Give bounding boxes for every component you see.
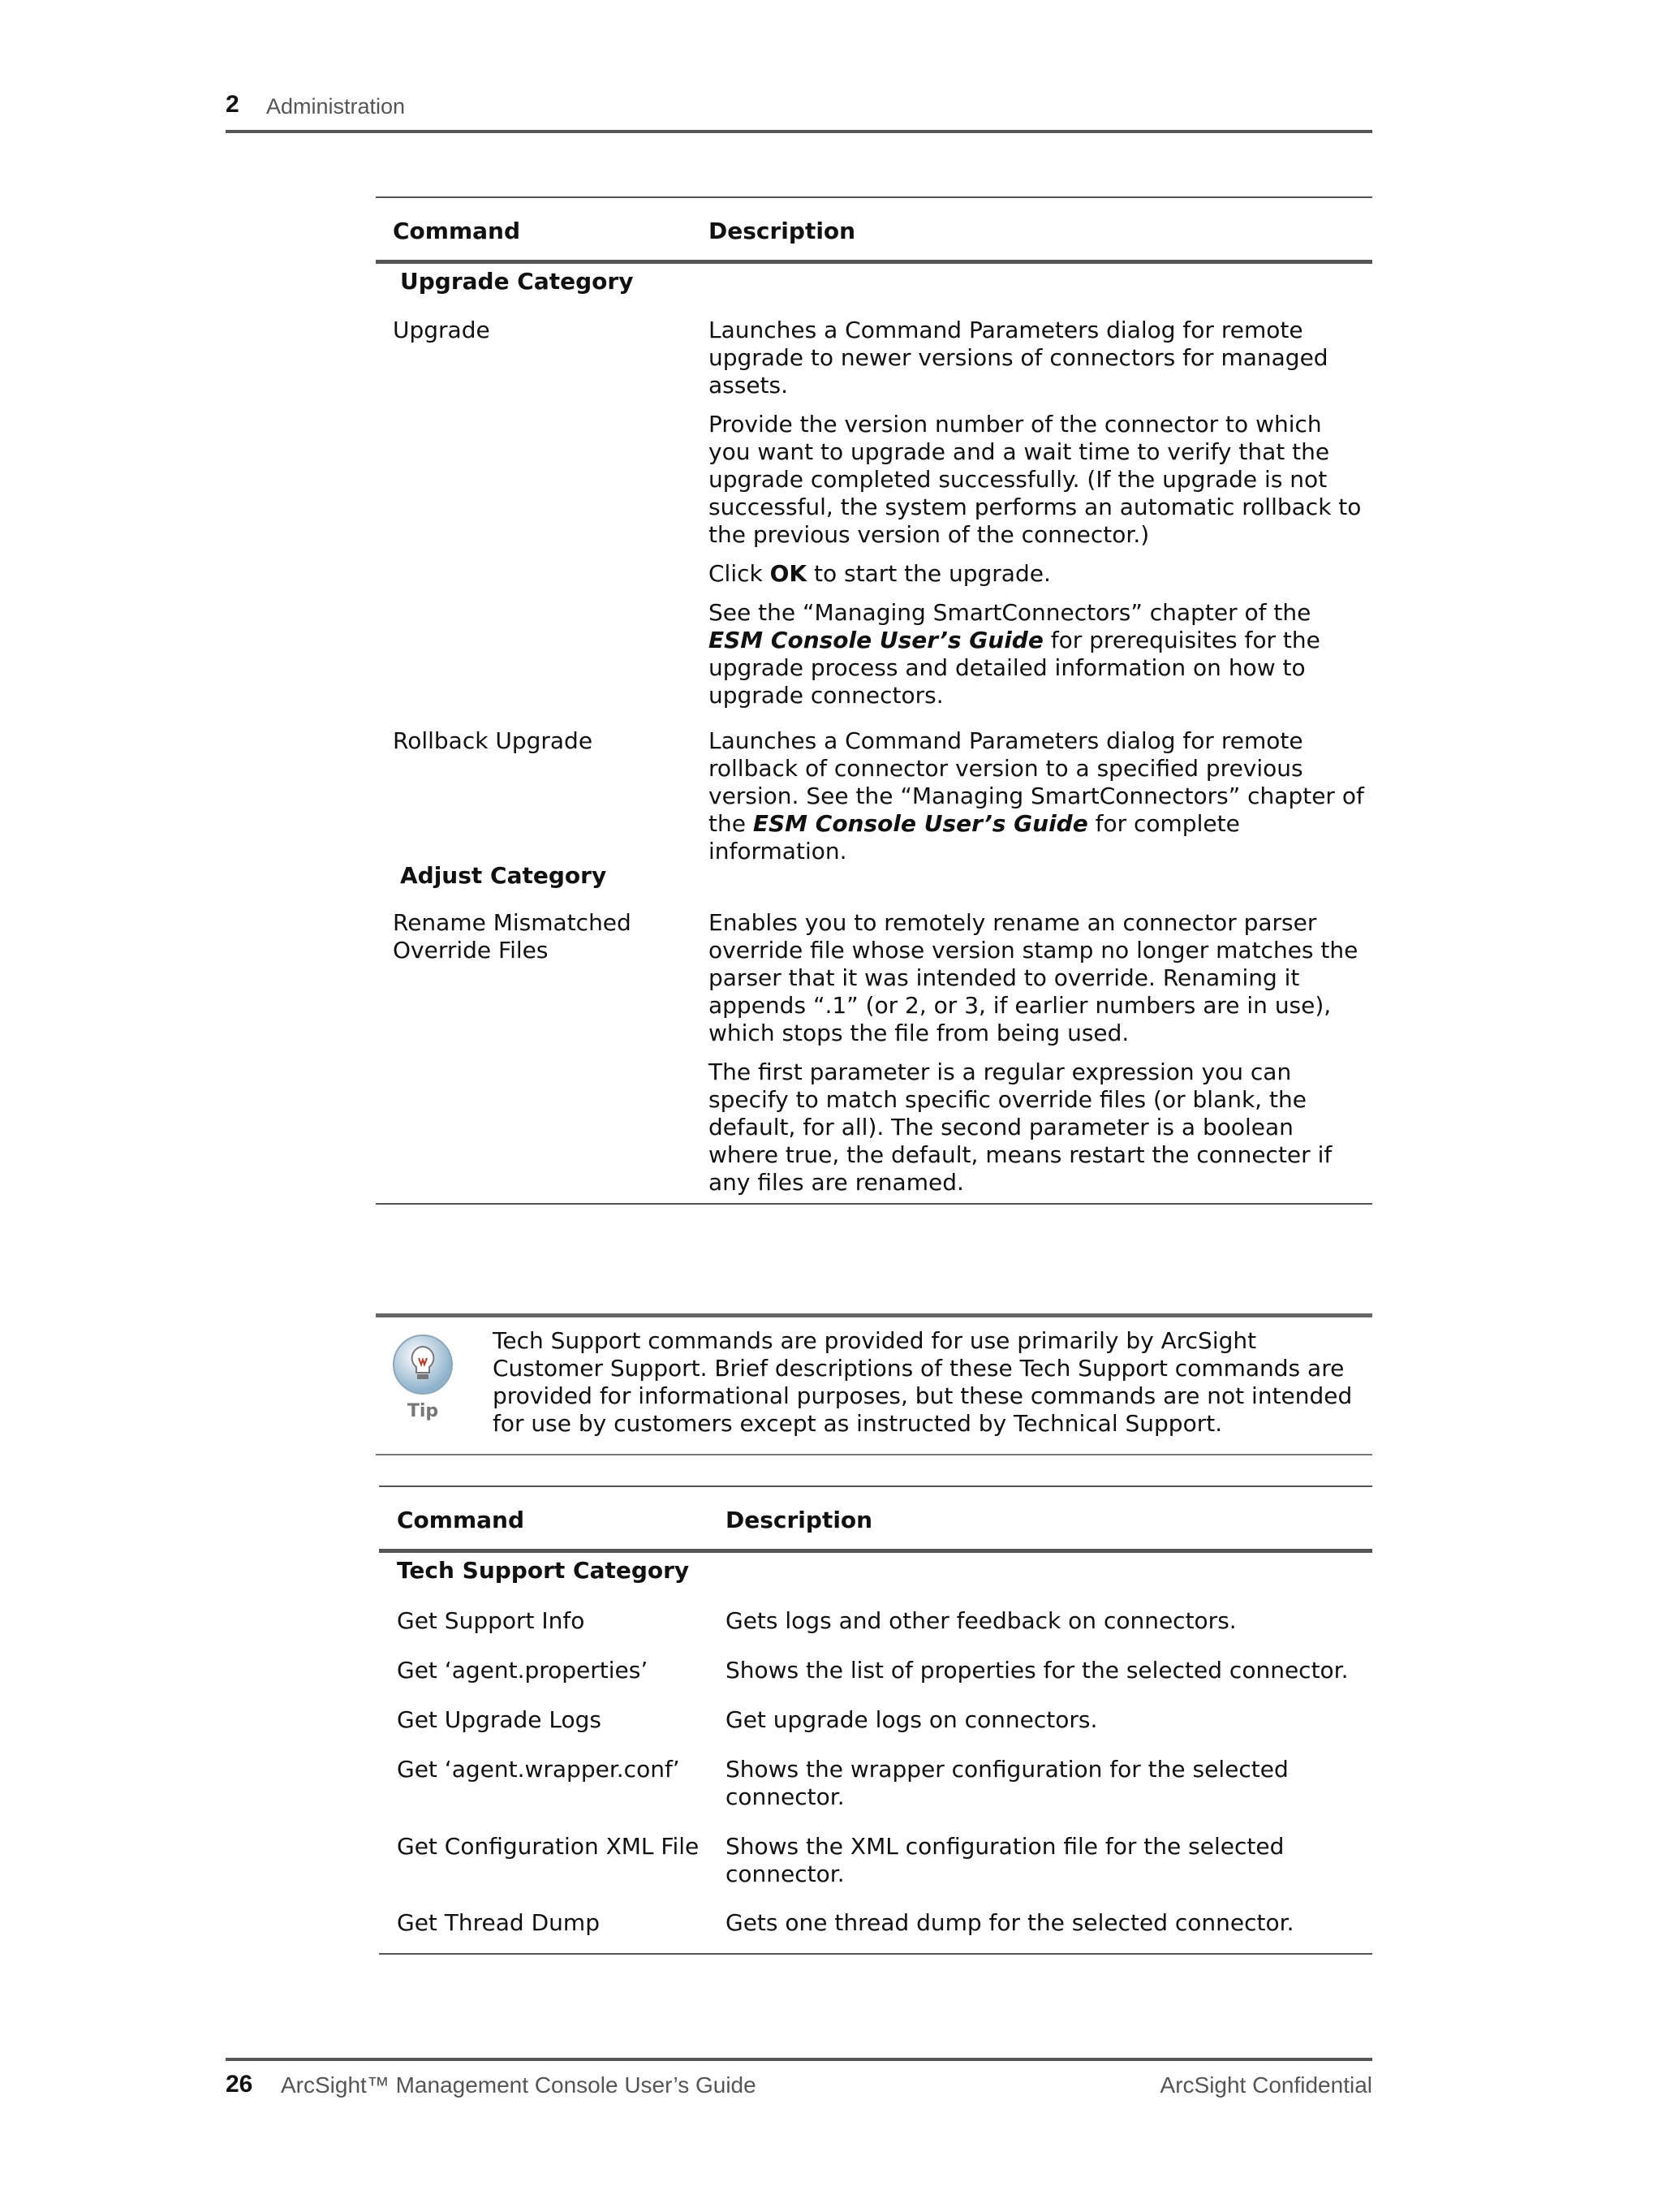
command-get-agent-wrapper-conf: Get ‘agent.wrapper.conf’ [397,1756,680,1783]
guide-title-emphasis: ESM Console User’s Guide [708,627,1044,653]
commands-table-upgrade-adjust [376,196,1372,1205]
description-get-thread-dump: Gets one thread dump for the selected connector. [726,1909,1294,1936]
tip-icon-label: Tip [407,1401,439,1421]
command-rollback-upgrade: Rollback Upgrade [393,727,593,754]
chapter-title: Administration [266,94,406,119]
description-paragraph: Click OK to start the upgrade. [708,560,1051,587]
description-paragraph: Provide the version number of the connector to which you want to upgrade and a wait time to verify that the upgrade completed successfully. (If the upgrade is not successful, the system performs an automatic rollback to the previous version of the connector.) [708,411,1362,548]
command-get-agent-properties: Get ‘agent.properties’ [397,1657,648,1684]
description-get-support-info: Gets logs and other feedback on connectors. [726,1607,1237,1634]
guide-title-emphasis: ESM Console User’s Guide [752,810,1088,837]
category-heading-upgrade: Upgrade Category [400,268,634,295]
tip-text: Tech Support commands are provided for use primarily by ArcSight Customer Support. Brief descriptions of these Tech Support commands are provided for informational purposes, but these commands are not intended for use by customers except as instructed by Technical Support. [493,1327,1353,1437]
description-paragraph: The first parameter is a regular expression you can specify to match specific override files (or blank, the default, for all). The second parameter is a boolean where true, the default, means restart the connecter if any files are renamed. [708,1059,1333,1196]
page-footer [226,2058,1372,2110]
description-rename-mismatched-override-files [708,909,1366,1197]
command-upgrade: Upgrade [393,317,490,343]
lightbulb-tip-icon [390,1334,455,1423]
book-title: ArcSight™ Management Console User’s Guide [281,2072,756,2098]
command-rename-mismatched-override-files: Rename Mismatched Override Files [393,909,631,964]
command-get-support-info: Get Support Info [397,1607,585,1634]
column-header-command: Command [397,1507,525,1533]
description-upgrade [708,317,1366,709]
command-get-configuration-xml-file: Get Configuration XML File [397,1833,700,1860]
description-paragraph: See the “Managing SmartConnectors” chapter of the ESM Console User’s Guide for prerequisites for the upgrade process and detailed information on how to upgrade connectors. [708,599,1320,709]
column-header-command: Command [393,218,521,244]
category-heading-adjust: Adjust Category [400,862,607,889]
description-paragraph: Launches a Command Parameters dialog for remote upgrade to newer versions of connectors for managed assets. [708,317,1328,399]
command-get-thread-dump: Get Thread Dump [397,1909,600,1936]
ok-label: OK [769,560,807,587]
commands-table-tech-support [379,1485,1372,1955]
category-heading-tech-support: Tech Support Category [397,1557,690,1584]
column-header-description: Description [708,218,856,244]
command-get-upgrade-logs: Get Upgrade Logs [397,1706,602,1733]
description-rollback-upgrade: Launches a Command Parameters dialog for remote rollback of connector version to a specified previous version. See the “Managing SmartConnectors” chapter of the ESM Console User’s Guide for complete information. [708,727,1364,865]
column-header-description: Description [726,1507,873,1533]
table-header-row [379,1487,1372,1553]
page-header [226,91,1372,133]
confidential-label: ArcSight Confidential [1160,2072,1372,2098]
description-get-configuration-xml-file: Shows the XML configuration file for the selected connector. [726,1833,1285,1887]
chapter-number: 2 [226,91,239,118]
description-get-agent-wrapper-conf: Shows the wrapper configuration for the selected connector. [726,1756,1289,1810]
description-get-upgrade-logs: Get upgrade logs on connectors. [726,1706,1098,1733]
page-number: 26 [226,2071,253,2098]
description-get-agent-properties: Shows the list of properties for the selected connector. [726,1657,1349,1684]
tip-note [376,1313,1372,1455]
table-header-row [376,198,1372,264]
description-paragraph: Enables you to remotely rename an connector parser override file whose version stamp no longer matches the parser that it was intended to override. Renaming it appends “.1” (or 2, or 3, if earlier numbers are in use), which stops the file from being used. [708,909,1358,1046]
